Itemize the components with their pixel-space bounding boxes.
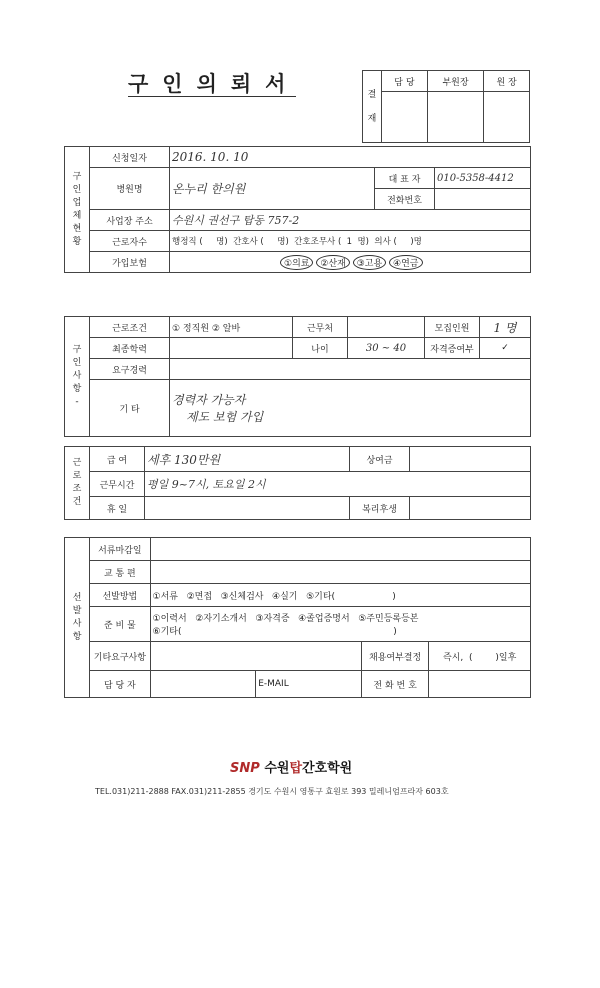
recruit-label: 모집인원 <box>425 317 480 338</box>
license-field[interactable]: ✓ <box>480 338 531 359</box>
bonus-label: 상여금 <box>350 447 410 472</box>
transport-field[interactable] <box>150 561 530 584</box>
transport-label: 교 통 편 <box>90 561 150 584</box>
hours-label: 근무시간 <box>90 472 145 497</box>
recruit-field[interactable]: 1 명 <box>480 317 531 338</box>
section-conditions-label: 근 로 조 건 <box>65 447 90 520</box>
place-field[interactable] <box>348 317 425 338</box>
phone-label: 전화번호 <box>375 189 435 210</box>
career-label: 요구경력 <box>90 359 170 380</box>
academy-logo <box>230 757 352 776</box>
insurance-label: 가입보험 <box>90 252 170 273</box>
bonus-field[interactable] <box>410 447 531 472</box>
title-underline <box>128 96 296 97</box>
tel-field[interactable] <box>429 671 531 698</box>
workers-label: 근로자수 <box>90 231 170 252</box>
apply-date-field[interactable]: 2016. 10. 10 <box>170 147 531 168</box>
hire-field[interactable]: 즉시, ( )일후 <box>429 642 531 671</box>
place-label: 근무처 <box>293 317 348 338</box>
approval-sign-director[interactable] <box>484 92 530 143</box>
email-cell[interactable] <box>256 671 362 698</box>
approval-col-staff: 담 당 <box>382 71 428 92</box>
docs-field[interactable] <box>150 607 530 642</box>
manager-label: 담 당 자 <box>90 671 150 698</box>
method-label: 선발방법 <box>90 584 150 607</box>
section-job-label: 구 인 사 항 - <box>65 317 90 437</box>
approval-sign-vice[interactable] <box>427 92 483 143</box>
page-title: 구인의뢰서 <box>128 72 300 96</box>
salary-field[interactable]: 세후 130만원 <box>145 447 350 472</box>
docs-line-1: ①이력서 ②자기소개서 ③자격증 ④졸업증명서 ⑤주민등록등본 <box>152 614 419 624</box>
insurance-employment[interactable]: ③고용 <box>353 255 386 270</box>
section-selection-label: 선 발 사 항 <box>65 538 90 698</box>
address-label: 사업장 주소 <box>90 210 170 231</box>
manager-field[interactable] <box>150 671 256 698</box>
holiday-label: 휴 일 <box>90 497 145 520</box>
insurance-industrial[interactable]: ②산재 <box>316 255 349 270</box>
hours-field[interactable]: 평일 9~7시, 토요일 2시 <box>145 472 531 497</box>
other-label: 기타요구사항 <box>90 642 150 671</box>
insurance-pension[interactable]: ④연금 <box>389 255 422 270</box>
deadline-label: 서류마감일 <box>90 538 150 561</box>
insurance-medical[interactable]: ①의료 <box>280 255 313 270</box>
logo-name-2: 탑 <box>289 761 302 776</box>
logo-name-1: 수원 <box>264 761 290 776</box>
career-field[interactable] <box>170 359 531 380</box>
ceo-field[interactable]: 010-5358-4412 <box>435 168 531 189</box>
edu-label: 최종학력 <box>90 338 170 359</box>
email-label: E-MAIL <box>258 679 289 689</box>
salary-label: 급 여 <box>90 447 145 472</box>
approval-side-label: 결 재 <box>363 71 382 143</box>
section-job <box>64 316 531 437</box>
edu-field[interactable] <box>170 338 293 359</box>
deadline-field[interactable] <box>150 538 530 561</box>
cond-label: 근로조건 <box>90 317 170 338</box>
holiday-field[interactable] <box>145 497 350 520</box>
logo-mark: SNP <box>230 761 260 776</box>
section-conditions <box>64 446 531 520</box>
section-company-label: 구 인 업 체 현 황 <box>65 147 90 273</box>
section-selection <box>64 537 531 698</box>
hire-label: 채용여부결정 <box>361 642 428 671</box>
etc-field[interactable] <box>170 380 531 437</box>
phone-field[interactable] <box>435 189 531 210</box>
ceo-label: 대 표 자 <box>375 168 435 189</box>
tel-label: 전 화 번 호 <box>361 671 428 698</box>
approval-col-director: 원 장 <box>484 71 530 92</box>
etc-label: 기 타 <box>90 380 170 437</box>
age-label: 나이 <box>293 338 348 359</box>
footer-contact: TEL.031)211-2888 FAX.031)211-2855 경기도 수원시 영통구 효원로 393 밀레니엄프라자 603호 <box>95 787 449 796</box>
welfare-label: 복리후생 <box>350 497 410 520</box>
section-company <box>64 146 531 273</box>
hospital-field[interactable]: 온누리 한의원 <box>170 168 375 210</box>
hospital-label: 병원명 <box>90 168 170 210</box>
etc-line-2: 제도 보험 가입 <box>186 410 264 424</box>
approval-col-vice: 부원장 <box>427 71 483 92</box>
insurance-field[interactable] <box>170 252 531 273</box>
approval-sign-staff[interactable] <box>382 92 428 143</box>
other-field[interactable] <box>150 642 361 671</box>
workers-field[interactable]: 행정직 ( 명) 간호사 ( 명) 간호조무사 ( 1 명) 의사 ( )명 <box>170 231 531 252</box>
logo-name-3: 간호학원 <box>302 761 353 776</box>
docs-line-2: ⑥기타( ) <box>152 627 397 637</box>
etc-line-1: 경력자 가능자 <box>172 393 246 407</box>
approval-box <box>362 70 530 143</box>
method-field[interactable]: ①서류 ②면접 ③신체검사 ④실기 ⑤기타( ) <box>150 584 530 607</box>
docs-label: 준 비 물 <box>90 607 150 642</box>
license-label: 자격증여부 <box>425 338 480 359</box>
apply-date-label: 신청일자 <box>90 147 170 168</box>
address-field[interactable]: 수원시 권선구 탑동 757-2 <box>170 210 531 231</box>
age-field[interactable]: 30 ~ 40 <box>348 338 425 359</box>
welfare-field[interactable] <box>410 497 531 520</box>
cond-field[interactable]: ① 정직원 ② 알바 <box>170 317 293 338</box>
